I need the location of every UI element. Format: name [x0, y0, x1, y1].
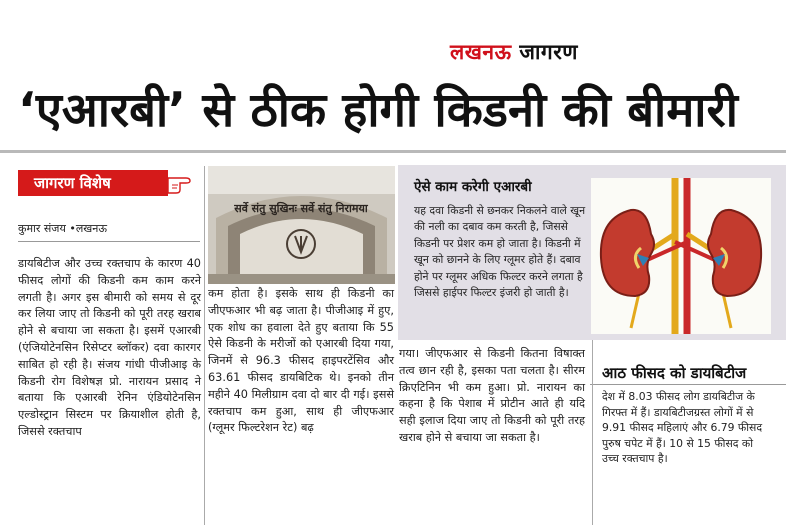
byline: कुमार संजय •लखनऊ	[18, 222, 108, 235]
section-tag	[18, 170, 168, 196]
factbox-divider	[590, 384, 786, 385]
masthead-city: लखनऊ	[450, 40, 512, 64]
byline-divider	[18, 241, 200, 242]
article-column-3: गया। जीएफआर से किडनी कितना विषाक्त तत्व छान रही है, इसका पता चलता है। सीरम क्रिएटिनिन भी कम हुआ। प्रो. नारायन का कहना है कि पेशाब में प्रोटीन आते ही यदि सही इलाज दिया जाए तो किडनी को पूरी तरह खराब होने से बचाया जा सकता है।	[399, 347, 585, 444]
explainer-title: ऐसे काम करेगी एआरबी	[414, 179, 532, 195]
article-headline: ‘एआरबी’ से ठीक होगी किडनी की बीमारी	[18, 83, 738, 138]
factbox-text: देश में 8.03 फीसद लोग डायबिटीज के गिरफ्त में हैं। डायबिटीजग्रस्त लोगों में से 9.91 फीसद महिलाएं और 6.79 फीसद पुरुष चपेट में हैं। 10 से 15 फीसद को उच्च रक्तचाप है।	[602, 390, 763, 465]
kidney-icon	[591, 178, 771, 334]
factbox-title: आठ फीसद को डायबिटीज	[602, 364, 747, 382]
explainer-text: यह दवा किडनी से छनकर निकलने वाले खून की नली का दबाव कम करती है, जिससे किडनी पर प्रेशर कम हो जाता है। किडनी में खून को छानने के लिए ग्लूमर होते हैं। दबाव होने पर ग्लूमर अधिक फिल्टर करने लगता है जिससे हाईपर फिल्टर इंजरी हो जाती है।	[414, 204, 586, 300]
article-column-2: कम होता है। इसके साथ ही किडनी का जीएफआर भी बढ़ जाता है। पीजीआइ में हुए, एक शोध का हवाला देते हुए बताया कि 55 ऐसे किडनी के मरीजों को एआरबी दिया गया, जिनमें से 96.3 फीसद हाइपरटेंसिव और 63.61 फीसद डायबिटिक थे। इनको तीन महीने 40 मिलीग्राम दवा दो बार दी गई। इससे रक्तचाप कम हुआ, साथ ही जीएफआर (ग्लूमर फिल्टरेशन रेट) बढ़	[208, 287, 394, 435]
photo-arch	[208, 166, 395, 284]
column-divider-2	[592, 340, 593, 525]
pointing-hand-icon	[160, 170, 192, 196]
headline-divider	[0, 150, 786, 153]
photo-inscription	[208, 166, 395, 284]
article-column-1: डायबिटीज और उच्च रक्तचाप के कारण 40 फीसद लोगों की किडनी कम काम करने लगती है। अगर इस बीमारी को समय से दूर कर लिया जाए तो किडनी को पूरी तरह खराब होने से बचाया जा सकता है। इसमें एआरबी (एंजियोटेनसिन रिसेप्टर ब्लॉकर) दवा कारगर साबित हो रही है। संजय गांधी पीजीआइ के किडनी रोग विशेषज्ञ प्रो. नारायन प्रसाद ने बताया कि एआरबी रेनिन एंडियोटेनसिन एल्डोस्ट्रान सिस्टम पर क्रियाशील होती है, जिससे रक्तचाप	[18, 257, 201, 438]
section-tag-label: जागरण विशेष	[34, 174, 111, 192]
masthead	[450, 38, 578, 66]
column-divider-1	[204, 166, 205, 525]
masthead-paper: जागरण	[519, 40, 578, 64]
inscription-text: सर्वे संतु सुखिनः सर्वे संतु निरामया	[234, 202, 368, 215]
kidney-illustration	[591, 178, 771, 334]
